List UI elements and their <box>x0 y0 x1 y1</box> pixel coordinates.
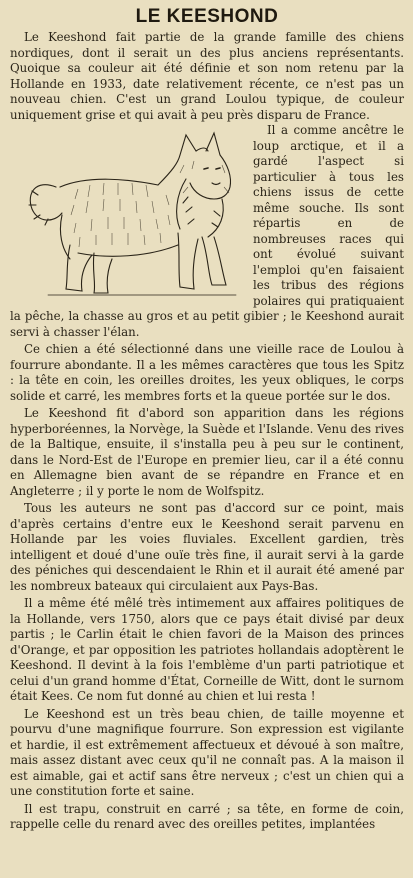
paragraph-5: Tous les auteurs ne sont pas d'accord sur ce point, mais d'après certains d'entre eux le Keeshond serait parvenu en Hollande par les voies fluviales. Excellent gardien, très intelligent et doué d'une ouïe très fine, il aurait servi à la garde des péniches qui descendaient le Rhin et il aurait été amené par les nombreux bateaux qui circulaient aux Pays-Bas. <box>10 501 404 593</box>
keeshond-drawing <box>8 125 245 302</box>
paragraph-3: Ce chien a été sélectionné dans une vieille race de Loulou à fourrure abondante. Il a les mêmes caractères que tous les Spitz : la tête en coin, les oreilles droites, les yeux obliques, le corps solide et carré, les membres forts et la queue portée sur le dos. <box>10 342 404 403</box>
paragraph-8: Il est trapu, construit en carré ; sa tête, en forme de coin, rappelle celle du renard avec des oreilles petites, implantées <box>10 801 404 831</box>
paragraph-7: Le Keeshond est un très beau chien, de taille moyenne et pourvu d'une magnifique fourrure. Son expression est vigilante et hardie, il est extrêmement affectueux et dévoué à son maître, mais assez distant avec ceux qu'il ne connaît pas. A la maison il est aimable, gai et actif sans être nerveux ; c'est un chien qui a une constitution forte et saine. <box>10 706 404 798</box>
paragraph-4: Le Keeshond fit d'abord son apparition dans les régions hyperboréennes, la Norvège, la Suède et l'Islande. Venu des rives de la Baltique, ensuite, il s'installa peu à peu sur le continent, dans le Nord-Est de l'Europe en premier lieu, car il a été connu en Allemagne bien avant de se répandre en France et en Angleterre ; il y porte le nom de Wolfspitz. <box>10 406 404 498</box>
paragraph-6: Il a même été mêlé très intimement aux affaires politiques de la Hollande, vers 1750, alors que ce pays était divisé par deux partis ; le Carlin était le chien favori de la Maison des princes d'Orange, et par opposition les patriotes hollandais adoptèrent le Keeshond. Il devint à la fois l'emblème d'un parti patriotique et celui d'un grand homme d'État, Corneille de Witt, dont le surnom était Kees. Ce nom fut donné au chien et lui resta ! <box>10 596 404 703</box>
paragraph-1: Le Keeshond fait partie de la grande famille des chiens nordiques, dont il serait un des plus anciens représentants. Quoique sa couleur ait été définie et son nom retenu par la Hollande en 1933, date relativement récente, ce n'est pas un nouveau chien. C'est un grand Loulou typique, de couleur uniquement grise et qui avait à peu près disparu de France. <box>10 30 404 122</box>
paragraph-2: Il a comme ancêtre le loup arctique, et il a gardé l'aspect si particulier à tous les chiens issus de cette même souche. Ils sont répartis en de nombreuses races qui ont évolué suivant l'emploi qu'en faisaient les tribus des régions polaires qui pratiquaient la pêche, la chasse au gros et au petit gibier ; le Keeshond aurait servi à chasser l'élan. <box>10 123 404 339</box>
article-title: LE KEESHOND <box>135 6 279 27</box>
keeshond-illustration <box>8 125 245 302</box>
